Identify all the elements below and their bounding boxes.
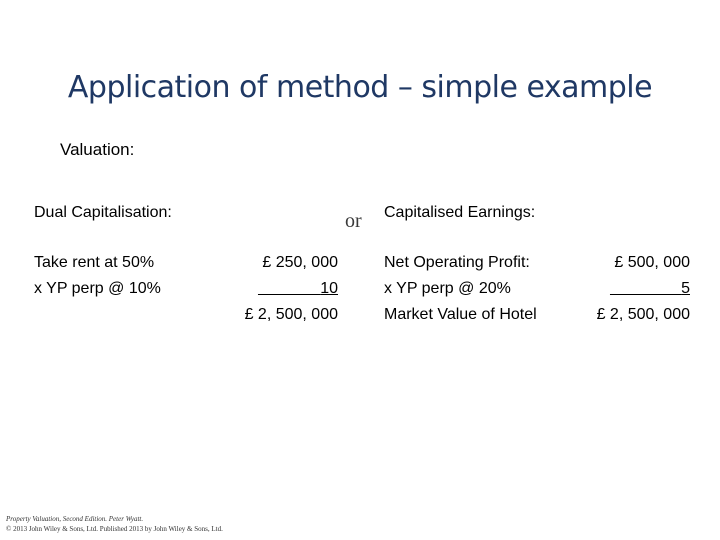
capitalised-earnings-heading: Capitalised Earnings: — [384, 204, 536, 221]
cap-earnings-label-profit: Net Operating Profit: — [384, 254, 530, 271]
cap-earnings-label-market-value: Market Value of Hotel — [384, 306, 537, 323]
section-label: Valuation: — [60, 140, 135, 159]
cap-earnings-labels — [384, 250, 537, 328]
dual-capitalisation-heading: Dual Capitalisation: — [34, 204, 172, 221]
dual-cap-value-yp — [228, 276, 338, 302]
dual-cap-value-rent: £ 250, 000 — [262, 254, 338, 271]
cap-earnings-yp-number: 5 — [681, 280, 690, 297]
cap-earnings-label-yp: x YP perp @ 20% — [384, 280, 511, 297]
dual-cap-labels — [34, 250, 161, 302]
cap-earnings-values — [578, 250, 690, 328]
dual-cap-label-yp: x YP perp @ 10% — [34, 280, 161, 297]
dual-cap-label-rent: Take rent at 50% — [34, 254, 155, 271]
dual-cap-value-total: £ 2, 500, 000 — [244, 306, 338, 323]
cap-earnings-value-total: £ 2, 500, 000 — [596, 306, 690, 323]
footer-book-line: Property Valuation, Second Edition. Peter Wyatt. — [6, 515, 144, 523]
dual-cap-yp-number: 10 — [320, 280, 338, 297]
dual-cap-values — [228, 250, 338, 328]
slide-title: Application of method – simple example — [67, 70, 653, 105]
cap-earnings-value-profit: £ 500, 000 — [614, 254, 690, 271]
or-separator: or — [345, 210, 362, 232]
copyright-footer — [6, 514, 223, 534]
cap-earnings-value-yp — [578, 276, 690, 302]
footer-copyright-line: © 2013 John Wiley & Sons, Ltd. Published 2013 by John Wiley & Sons, Ltd. — [6, 525, 223, 533]
